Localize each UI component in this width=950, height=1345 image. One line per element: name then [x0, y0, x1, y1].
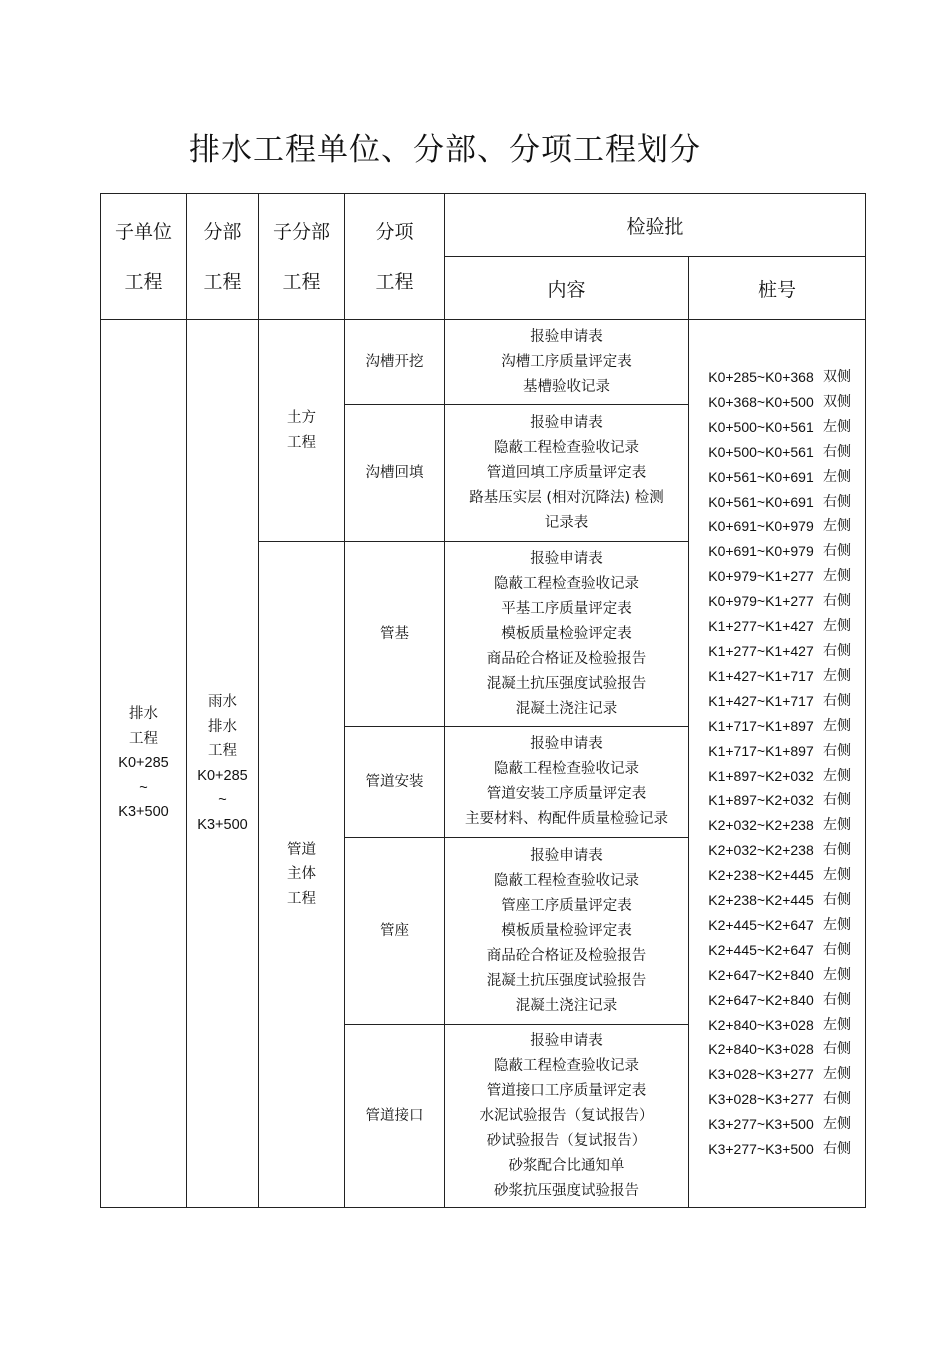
pile-range: K0+561~K0+691: [708, 468, 814, 485]
pile-range: K2+445~K2+647: [708, 941, 814, 958]
pile-row: [699, 465, 865, 490]
pile-range: K2+032~K2+238: [708, 817, 814, 834]
pile-side: 右侧: [823, 642, 851, 659]
pile-side: 右侧: [823, 593, 851, 610]
pile-side: 右侧: [823, 493, 851, 510]
pile-side: 左侧: [823, 767, 851, 784]
sub-division-pipe-body: 管道 主体 工程: [259, 542, 345, 1208]
pile-range: K2+647~K2+840: [708, 991, 814, 1008]
pile-side: 右侧: [823, 941, 851, 958]
item-name: 管道接口: [345, 1025, 445, 1208]
pile-side: 右侧: [823, 991, 851, 1008]
item-contents: 报验申请表 隐蔽工程检查验收记录 管道接口工序质量评定表 水泥试验报告（复试报告） 砂试验报告（复试报告） 砂浆配合比通知单 砂浆抗压强度试验报告: [445, 1025, 689, 1208]
pile-side: 双侧: [823, 393, 851, 410]
pile-row: [699, 415, 865, 440]
pile-range: K1+717~K1+897: [708, 717, 814, 734]
pile-row: [699, 1112, 865, 1137]
pile-side: 右侧: [823, 443, 851, 460]
pile-range: K2+032~K2+238: [708, 842, 814, 859]
pile-row: [699, 739, 865, 764]
pile-range: K1+277~K1+427: [708, 618, 814, 635]
pile-side: 左侧: [823, 618, 851, 635]
pile-range: K1+897~K2+032: [708, 767, 814, 784]
pile-side: 左侧: [823, 916, 851, 933]
pile-side: 左侧: [823, 568, 851, 585]
pile-range: K0+561~K0+691: [708, 493, 814, 510]
pile-row: [699, 1037, 865, 1062]
pile-row: [699, 1137, 865, 1162]
pile-row: [699, 514, 865, 539]
pile-range: K3+277~K3+500: [708, 1141, 814, 1158]
item-name: 管基: [345, 542, 445, 727]
pile-range: K0+691~K0+979: [708, 543, 814, 560]
pile-row: [699, 664, 865, 689]
pile-row: [699, 863, 865, 888]
pile-range: K3+028~K3+277: [708, 1066, 814, 1083]
pile-side: 左侧: [823, 1116, 851, 1133]
item-contents: 报验申请表 沟槽工序质量评定表 基槽验收记录: [445, 320, 689, 405]
pile-row: [699, 490, 865, 515]
pile-side: 左侧: [823, 867, 851, 884]
pile-side: 左侧: [823, 667, 851, 684]
pile-range: K0+691~K0+979: [708, 518, 814, 535]
pile-row: [699, 539, 865, 564]
pile-side: 左侧: [823, 1066, 851, 1083]
pile-range: K0+979~K1+277: [708, 568, 814, 585]
pile-side: 左侧: [823, 966, 851, 983]
pile-range: K1+277~K1+427: [708, 642, 814, 659]
pile-side: 左侧: [823, 1016, 851, 1033]
pile-side: 右侧: [823, 1091, 851, 1108]
pile-range: K2+840~K3+028: [708, 1016, 814, 1033]
pile-range: K0+500~K0+561: [708, 418, 814, 435]
header-pile-no: 桩号: [689, 257, 866, 320]
item-contents: 报验申请表 隐蔽工程检查验收记录 管道安装工序质量评定表 主要材料、构配件质量检验记录: [445, 727, 689, 838]
pile-side: 右侧: [823, 792, 851, 809]
sub-unit-cell: 排水 工程 K0+285 ~ K3+500: [101, 320, 187, 1208]
pile-range: K3+277~K3+500: [708, 1116, 814, 1133]
pile-range: K1+897~K2+032: [708, 792, 814, 809]
item-name: 管座: [345, 838, 445, 1025]
pile-side: 左侧: [823, 717, 851, 734]
pile-row: [699, 365, 865, 390]
division-table: [100, 193, 866, 1208]
pile-range: K0+979~K1+277: [708, 593, 814, 610]
pile-row: [699, 1013, 865, 1038]
item-name: 沟槽回填: [345, 405, 445, 542]
page-title: 排水工程单位、分部、分项工程划分: [189, 132, 701, 168]
pile-row: [699, 714, 865, 739]
pile-side: 右侧: [823, 892, 851, 909]
pile-row: [699, 813, 865, 838]
pile-row: [699, 440, 865, 465]
item-contents: 报验申请表 隐蔽工程检查验收记录 平基工序质量评定表 模板质量检验评定表 商品砼合格证及检验报告 混凝土抗压强度试验报告 混凝土浇注记录: [445, 542, 689, 727]
pile-row: [699, 888, 865, 913]
pile-row: [699, 589, 865, 614]
item-name: 管道安装: [345, 727, 445, 838]
pile-range: K2+445~K2+647: [708, 916, 814, 933]
pile-side: 右侧: [823, 543, 851, 560]
header-division: 分部 工程: [187, 194, 259, 320]
pile-row: [699, 564, 865, 589]
pile-range: K1+427~K1+717: [708, 692, 814, 709]
header-inspection-batch: 检验批: [445, 194, 866, 257]
pile-side: 左侧: [823, 817, 851, 834]
pile-side: 双侧: [823, 369, 851, 385]
pile-side: 右侧: [823, 692, 851, 709]
header-content: 内容: [445, 257, 689, 320]
pile-range: K0+500~K0+561: [708, 443, 814, 460]
pile-row: [699, 838, 865, 863]
pile-side: 右侧: [823, 1041, 851, 1058]
item-contents: 报验申请表 隐蔽工程检查验收记录 管座工序质量评定表 模板质量检验评定表 商品砼合格证及检验报告 混凝土抗压强度试验报告 混凝土浇注记录: [445, 838, 689, 1025]
pile-range: K0+285~K0+368: [708, 369, 814, 385]
pile-side: 左侧: [823, 468, 851, 485]
pile-range: K1+717~K1+897: [708, 742, 814, 759]
item-contents: 报验申请表 隐蔽工程检查验收记录 管道回填工序质量评定表 路基压实层 (相对沉降法) 检测 记录表: [445, 405, 689, 542]
pile-list: [689, 320, 866, 1208]
pile-row: [699, 1062, 865, 1087]
pile-row: [699, 1087, 865, 1112]
header-item: 分项 工程: [345, 194, 445, 320]
pile-row: [699, 938, 865, 963]
pile-row: [699, 764, 865, 789]
division-cell: 雨水 排水 工程 K0+285 ~ K3+500: [187, 320, 259, 1208]
pile-side: 右侧: [823, 742, 851, 759]
pile-range: K2+238~K2+445: [708, 867, 814, 884]
pile-range: K0+368~K0+500: [708, 393, 814, 410]
pile-range: K2+647~K2+840: [708, 966, 814, 983]
pile-row: [699, 913, 865, 938]
pile-side: 右侧: [823, 1141, 851, 1158]
header-sub-division: 子分部 工程: [259, 194, 345, 320]
pile-row: [699, 788, 865, 813]
header-sub-unit: 子单位 工程: [101, 194, 187, 320]
pile-range: K1+427~K1+717: [708, 667, 814, 684]
pile-row: [699, 639, 865, 664]
pile-row: [699, 689, 865, 714]
pile-side: 右侧: [823, 842, 851, 859]
pile-row: [699, 614, 865, 639]
pile-range: K3+028~K3+277: [708, 1091, 814, 1108]
pile-range: K2+238~K2+445: [708, 892, 814, 909]
pile-range: K2+840~K3+028: [708, 1041, 814, 1058]
pile-side: 左侧: [823, 518, 851, 535]
pile-side: 左侧: [823, 418, 851, 435]
pile-row: [699, 963, 865, 988]
pile-row: [699, 390, 865, 415]
pile-row: [699, 988, 865, 1013]
item-name: 沟槽开挖: [345, 320, 445, 405]
sub-division-earthwork: 土方 工程: [259, 320, 345, 542]
